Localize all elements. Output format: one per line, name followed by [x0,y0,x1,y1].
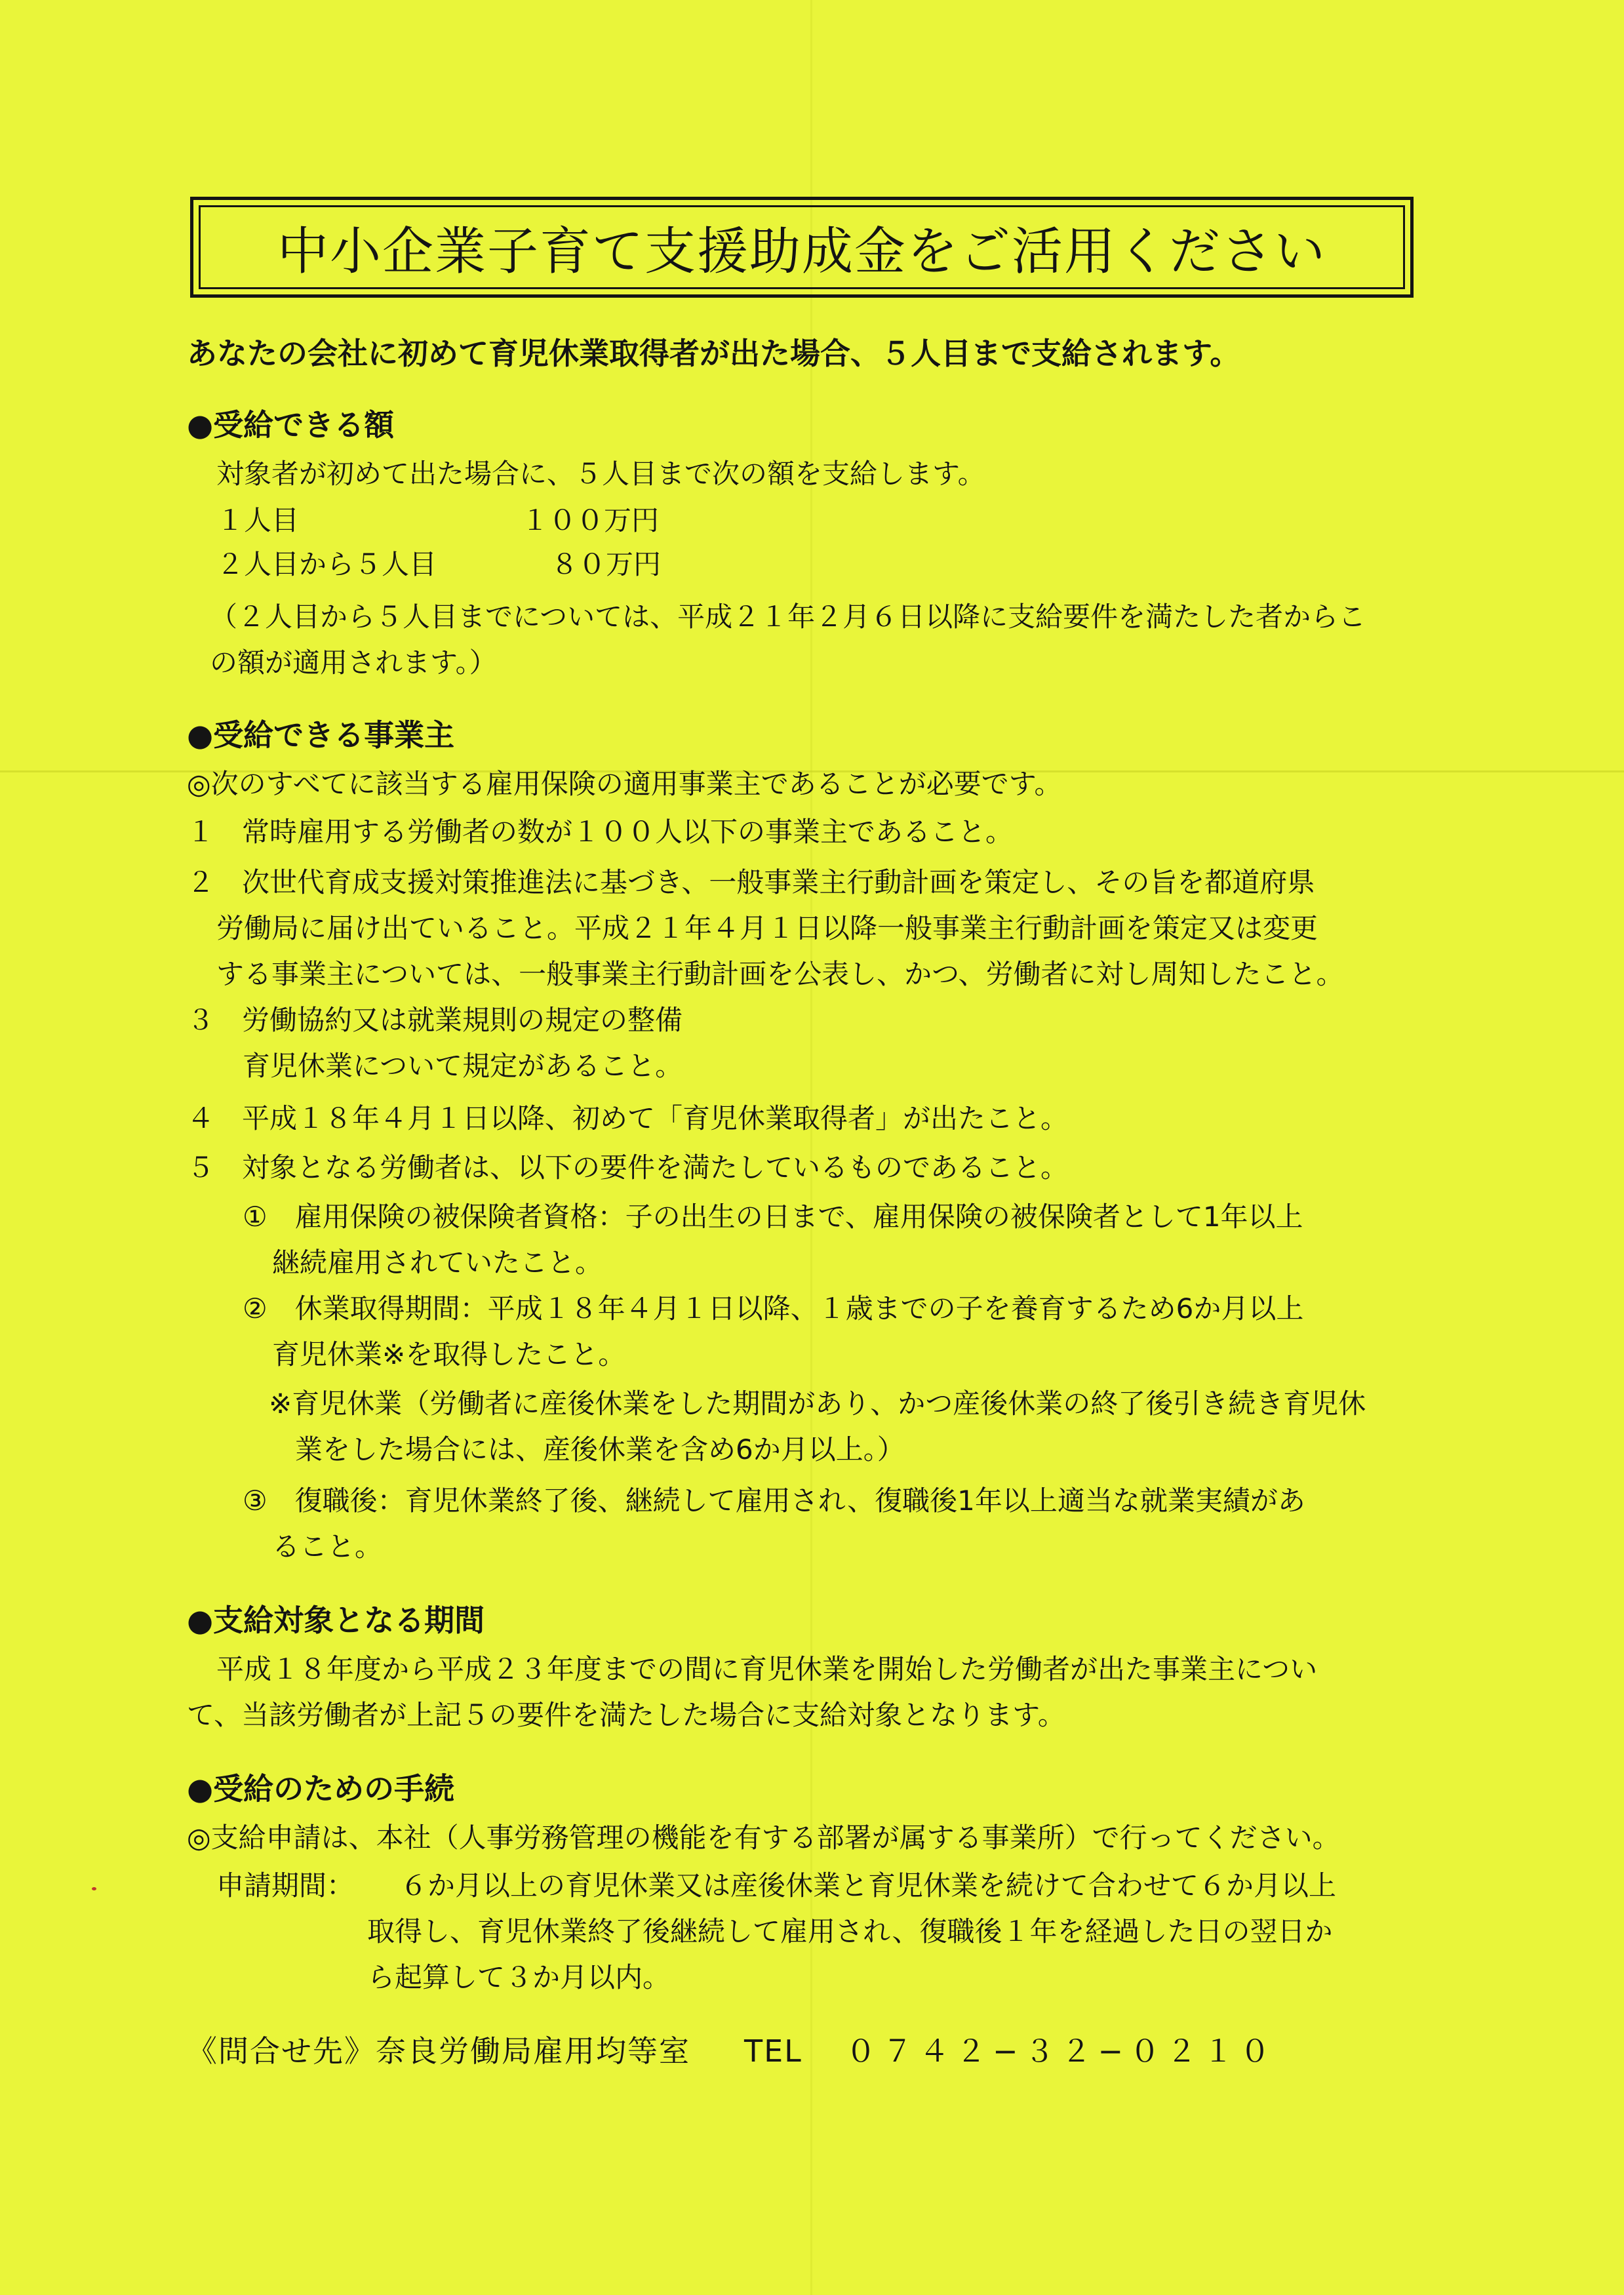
childcare-leave-note: 業をした場合には、産後休業を含め6か月以上。） [295,1433,905,1466]
requirement-item-cont: 労働局に届け出ていること。平成２１年４月１日以降一般事業主行動計画を策定又は変更 [216,912,1318,944]
requirement-item: １ 常時雇用する労働者の数が１００人以下の事業主であること。 [187,816,1014,848]
contact-phone-number: ０７４２−３２−０２１０ [846,2033,1277,2069]
procedure-text: ◎支給申請は、本社（人事労務管理の機能を有する部署が属する事業所）で行ってください。 [187,1822,1340,1854]
requirement-subitem-cont: 継続雇用されていたこと。 [272,1247,603,1279]
period-text: て、当該労働者が上記５の要件を満たした場合に支給対象となります。 [187,1699,1065,1731]
requirement-item: ３ 労働協約又は就業規則の規定の整備 [187,1004,683,1036]
amount-row-value: ８０万円 [551,548,662,580]
amount-intro: 対象者が初めて出た場合に、５人目まで次の額を支給します。 [216,458,985,490]
requirement-subitem: ③ 復職後：育児休業終了後、継続して雇用され、復職後1年以上適当な就業実績があ [243,1485,1305,1517]
section-heading-period: ●支給対象となる期間 [187,1603,485,1638]
requirement-subitem: ② 休業取得期間：平成１８年４月１日以降、１歳までの子を養育するため6か月以上 [243,1292,1304,1325]
application-period-label: 申請期間： [216,1869,355,1902]
requirement-item-cont: 育児休業について規定があること。 [243,1050,683,1082]
amount-note: の額が適用されます。） [210,647,497,679]
section-heading-procedure: ●受給のための手続 [187,1771,455,1806]
requirement-subitem: ① 雇用保険の被保険者資格：子の出生の日まで、雇用保険の被保険者として1年以上 [243,1201,1303,1233]
requirement-item: ２ 次世代育成支援対策推進法に基づき、一般事業主行動計画を策定し、その旨を都道府県 [187,866,1315,898]
application-period-text: 取得し、育児休業終了後継続して雇用され、復職後１年を経過した日の翌日か [367,1915,1333,1947]
employer-intro: ◎次のすべてに該当する雇用保険の適用事業主であることが必要です。 [187,768,1062,800]
section-heading-amount: ●受給できる額 [187,407,395,443]
subtitle: あなたの会社に初めて育児休業取得者が出た場合、５人目まで支給されます。 [187,336,1240,371]
period-text: 平成１８年度から平成２３年度までの間に育児休業を開始した労働者が出た事業主につい [216,1653,1318,1685]
page-title: 中小企業子育て支援助成金をご活用ください [199,205,1405,289]
requirement-item: ４ 平成１８年４月１日以降、初めて「育児休業取得者」が出たこと。 [187,1102,1069,1134]
contact-tel-label: TEL [744,2033,802,2069]
amount-row-label: １人目 [216,504,300,536]
amount-row-label: ２人目から５人目 [216,548,437,580]
requirement-subitem-cont: ること。 [272,1530,383,1563]
requirement-subitem-cont: 育児休業※を取得したこと。 [272,1338,626,1370]
amount-row-value: １００万円 [521,504,660,536]
requirement-item: ５ 対象となる労働者は、以下の要件を満たしているものであること。 [187,1151,1069,1184]
paper-speck [92,1887,96,1890]
section-heading-employer: ●受給できる事業主 [187,717,455,753]
childcare-leave-note: ※育児休業（労働者に産後休業をした期間があり、かつ産後休業の終了後引き続き育児休 [269,1387,1366,1420]
application-period-text: ６か月以上の育児休業又は産後休業と育児休業を続けて合わせて６か月以上 [400,1869,1337,1902]
title-frame [190,197,1414,298]
application-period-text: ら起算して３か月以内。 [367,1961,671,1993]
contact-label: 《問合せ先》奈良労働局雇用均等室 [187,2033,690,2069]
amount-note: （２人目から５人目までについては、平成２１年２月６日以降に支給要件を満たした者からこ [210,601,1366,633]
requirement-item-cont: する事業主については、一般事業主行動計画を公表し、かつ、労働者に対し周知したこと。 [216,958,1344,990]
